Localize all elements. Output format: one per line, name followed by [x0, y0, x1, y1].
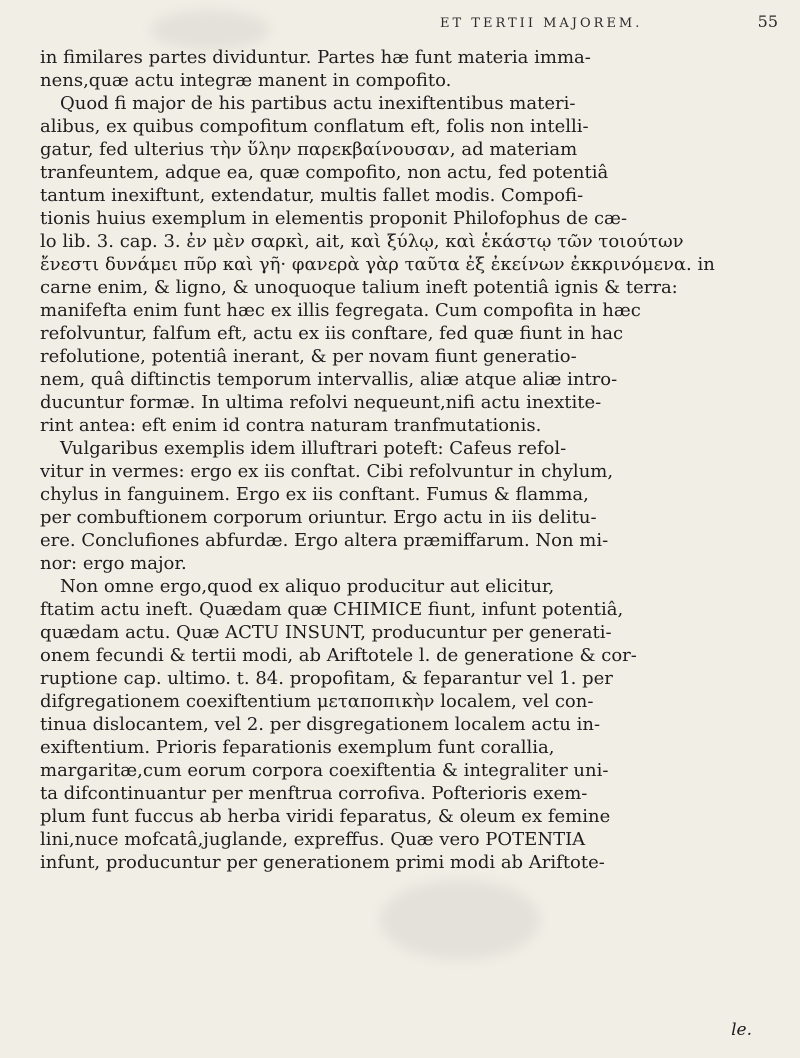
text-line: per combuftionem corporum oriuntur. Ergo actu in iis delitu- [40, 507, 597, 528]
text-line: ta difcontinuantur per menftrua corrofiva. Pofterioris exem- [40, 783, 588, 804]
text-line: ere. Conclufiones abfurdæ. Ergo altera præmiffarum. Non mi- [40, 530, 609, 551]
text-line: lini,nuce mofcatâ,juglande, expreffus. Quæ vero POTENTIA [40, 829, 586, 850]
text-line: Quod fi major de his partibus actu inexiftentibus materi- [60, 93, 576, 114]
text-line: in fimilares partes dividuntur. Partes hæ funt materia imma- [40, 47, 591, 68]
text-line: ducuntur formæ. In ultima refolvi nequeunt,nifi actu inextite- [40, 392, 602, 413]
text-line: gatur, fed ulterius τὴν ὕλην παρεκβαίνουσαν, ad materiam [40, 139, 578, 160]
page-stain [380, 880, 540, 960]
text-line: nor: ergo major. [40, 553, 187, 574]
text-line: nens,quæ actu integræ manent in compofito. [40, 70, 452, 91]
page-number: 55 [757, 12, 778, 31]
text-line: Vulgaribus exemplis idem illuftrari poteft: Cafeus refol- [60, 438, 567, 459]
text-line: refolvuntur, falfum eft, actu ex iis conftare, fed quæ fiunt in hac [40, 323, 624, 344]
text-line: ftatim actu ineft. Quædam quæ CHIMICE fiunt, infunt potentiâ, [40, 599, 624, 620]
text-line: Non omne ergo,quod ex aliquo producitur aut elicitur, [60, 576, 555, 597]
text-line: difgregationem coexiftentium μεταποπικὴν localem, vel con- [40, 691, 594, 712]
text-line: ἔνεστι δυνάμει πῦρ καὶ γῆ· φανερὰ γὰρ ταῦτα ἐξ ἐκείνων ἐκκρινόμενα. in [40, 254, 715, 275]
text-line: alibus, ex quibus compofitum conflatum eft, folis non intelli- [40, 116, 589, 137]
text-line: quædam actu. Quæ ACTU INSUNT, producuntur per generati- [40, 622, 612, 643]
text-line: vitur in vermes: ergo ex iis conftat. Cibi refolvuntur in chylum, [40, 461, 614, 482]
text-line: tionis huius exemplum in elementis proponit Philofophus de cæ- [40, 208, 628, 229]
text-line: manifefta enim funt hæc ex illis fegregata. Cum compofita in hæc [40, 300, 641, 321]
text-line: tantum inexiftunt, extendatur, multis fallet modis. Compofi- [40, 185, 584, 206]
text-line: infunt, producuntur per generationem primi modi ab Ariftote- [40, 852, 605, 873]
text-line: exiftentium. Prioris feparationis exemplum funt corallia, [40, 737, 555, 758]
running-head: ET TERTII MAJOREM. [440, 16, 643, 31]
text-line: ruptione cap. ultimo. t. 84. propofitam, & feparantur vel 1. per [40, 668, 613, 689]
text-line: carne enim, & ligno, & unoquoque talium ineft potentiâ ignis & terra: [40, 277, 678, 298]
catchword: le. [731, 1020, 752, 1040]
text-line: rint antea: eft enim id contra naturam tranfmutationis. [40, 415, 542, 436]
text-line: tinua dislocantem, vel 2. per disgregationem localem actu in- [40, 714, 601, 735]
text-line: plum funt fuccus ab herba viridi feparatus, & oleum ex femine [40, 806, 611, 827]
text-line: onem fecundi & tertii modi, ab Ariftotele l. de generatione & cor- [40, 645, 637, 666]
text-line: margaritæ,cum eorum corpora coexiftentia & integraliter uni- [40, 760, 609, 781]
page-header [0, 6, 800, 48]
text-line: refolutione, potentiâ inerant, & per novam fiunt generatio- [40, 346, 577, 367]
text-line: lo lib. 3. cap. 3. ἐν μὲν σαρκὶ, ait, καὶ ξύλῳ, καὶ ἑκάστῳ τῶν τοιούτων [40, 231, 684, 252]
text-line: chylus in fanguinem. Ergo ex iis conftant. Fumus & flamma, [40, 484, 589, 505]
text-line: tranfeuntem, adque ea, quæ compofito, non actu, fed potentiâ [40, 162, 609, 183]
text-line: nem, quâ diftinctis temporum intervallis, aliæ atque aliæ intro- [40, 369, 618, 390]
body-text [40, 46, 790, 874]
